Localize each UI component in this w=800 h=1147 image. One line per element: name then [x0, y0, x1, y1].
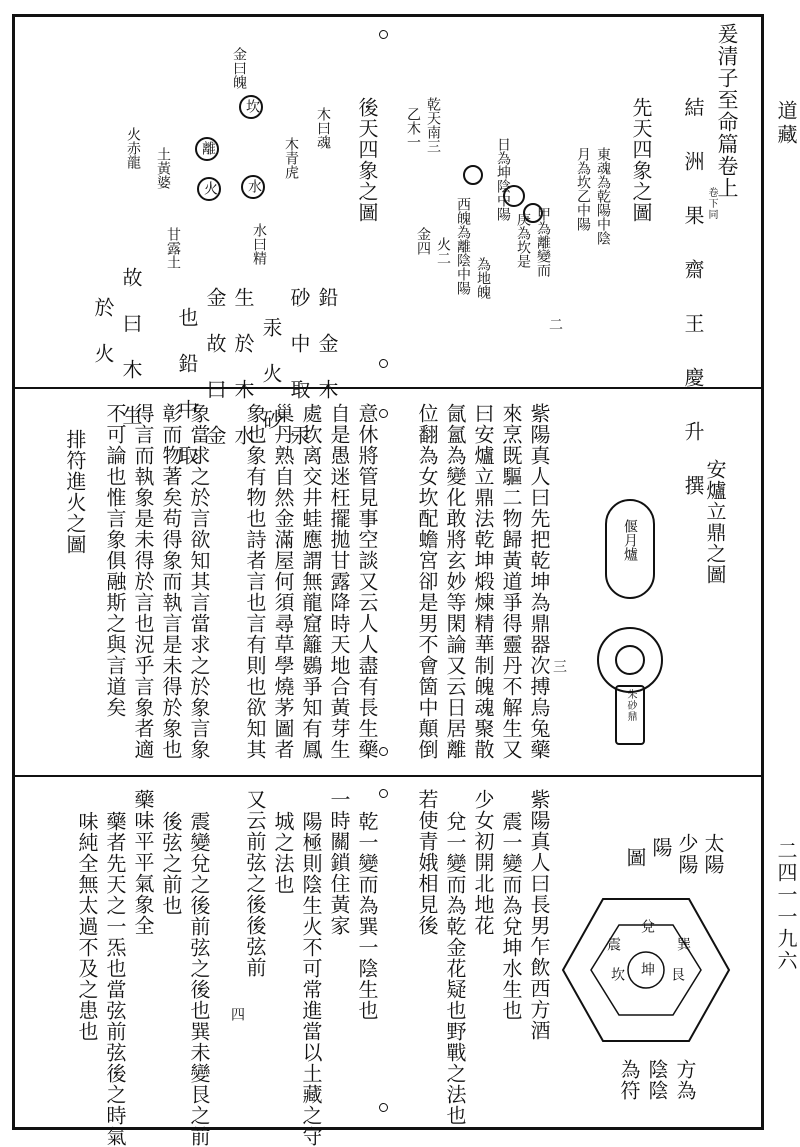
text-column: 少女初開北地花	[471, 789, 495, 936]
text-column: 處坎离交井蛙應謂無龍窟籬鷃爭知有鳳	[299, 403, 323, 760]
hexagon-trigram: 坎	[609, 967, 625, 981]
panel-middle	[15, 389, 761, 777]
text-column: 震變兌之後前弦之後也巽未變艮之前	[187, 811, 211, 1147]
text-column: 城之法也	[271, 811, 295, 895]
text-column: 兌一變而為乾金花疑也野戰之法也	[443, 811, 467, 1126]
scroll-title: 爰清子至命篇卷上	[715, 23, 739, 199]
houtian-diagram-text: 火赤龍	[125, 127, 141, 169]
text-column: 象也象有物也詩者言也言有則也欲知其	[243, 403, 267, 760]
diagram-text: 火二	[435, 237, 451, 265]
text-column: 藥者先天之一炁也當弦前弦後之時氣	[103, 811, 127, 1147]
diagram-text: 西魄為離陰中陽	[455, 197, 471, 295]
ring-label: 水	[246, 179, 262, 193]
text-column: 彰而物著矣苟得象而執言是未得於象也	[159, 403, 183, 760]
binding-hole	[379, 409, 388, 418]
text-column: 巢丹熟自然金滿屋何須尋草學燒茅圖者	[271, 403, 295, 760]
text-column: 陽極則陰生火不可常進當以土藏之守	[299, 811, 323, 1147]
page-frame	[12, 14, 764, 1147]
houtian-line: 鉛 金 木	[315, 287, 339, 400]
houtian-line: 汞 火 砂	[259, 317, 283, 430]
page-number: 二四一一九六	[774, 840, 798, 972]
trigram-circle	[503, 185, 525, 207]
hexagon-trigram: 兌	[639, 919, 655, 933]
binding-hole	[379, 747, 388, 756]
binding-hole	[379, 789, 388, 798]
text-column: 不可論也惟言象俱融斯之與言道矣	[103, 403, 127, 718]
text-column: 位翻為女坎配蟾宮卻是男不會箇中顛倒	[415, 403, 439, 760]
cauldron-label: 朱砂鼎	[625, 689, 636, 722]
heading-houtian: 後天四象之圖	[355, 97, 379, 223]
diagram-label: 圖	[623, 847, 647, 868]
diagram-text: 東魂為乾陽中陰	[595, 147, 611, 245]
scroll-mark: 卷下同	[706, 187, 717, 220]
text-column: 紫陽真人曰長男乍飲西方酒	[527, 789, 551, 1041]
binding-hole	[379, 359, 388, 368]
hexagon-trigram: 巽	[675, 937, 691, 951]
houtian-diagram-text: 水曰精	[251, 223, 267, 265]
text-column: 又云前弦之後後弦前	[243, 789, 267, 978]
text-column: 氤氳為變化敢將玄妙等閑論又云日居離	[443, 403, 467, 760]
binding-hole	[379, 1103, 388, 1112]
diagram-label: 方為	[673, 1059, 697, 1101]
section-number: 三	[551, 659, 567, 673]
text-column: 自是愚迷枉擺拋甘露降時天地合黃芽生	[327, 403, 351, 760]
diagram-text: 為地魄	[475, 257, 491, 299]
text-column: 曰安爐立鼎法乾坤煅煉精華制魄魂聚散	[471, 403, 495, 760]
diagram-text: 庚為坎是	[515, 212, 531, 268]
diagram-text: 金四	[415, 227, 431, 255]
houtian-line: 金 故 曰 金	[203, 287, 227, 446]
furnace-label: 偃月爐	[622, 519, 638, 561]
houtian-diagram-text: 木曰魂	[315, 107, 331, 149]
text-column: 後弦之前也	[159, 811, 183, 916]
heading-xiantian: 先天四象之圖	[629, 97, 653, 223]
text-column: 意休將管見事空談又云人人盡有長生藥	[355, 403, 379, 760]
houtian-line: 也 鉛 中 取	[175, 307, 199, 466]
panel-bottom	[15, 777, 761, 1147]
houtian-line: 生 於 木 水	[231, 287, 255, 446]
ring-label: 坎	[244, 99, 260, 113]
diagram-label: 太陽	[701, 833, 725, 875]
houtian-diagram-text: 土黃婆	[155, 147, 171, 189]
text-column: 若使青娥相見後	[415, 789, 439, 936]
houtian-diagram-text: 金曰魄	[231, 47, 247, 89]
diagram-label: 少陽	[675, 833, 699, 875]
section-number: 二	[547, 317, 563, 331]
text-column: 來烹既驅二物歸黃道爭得靈丹不解生又	[499, 403, 523, 760]
text-column: 藥味平平氣象全	[131, 789, 155, 936]
hexagon-trigram: 震	[605, 937, 621, 951]
heading-anlu: 安爐立鼎之圖	[703, 459, 727, 585]
section-number: 四	[229, 1007, 245, 1021]
diagram-label: 陰陰	[645, 1059, 669, 1101]
text-column: 乾一變而為巽一陰生也	[355, 811, 379, 1021]
diagram-text: 月為坎乙中陽	[575, 147, 591, 231]
hexagon-trigram: 坤	[639, 962, 655, 976]
houtian-diagram-text: 甘露土	[165, 227, 181, 269]
authors-line: 結 洲 果 齋 王 慶 升 撰	[681, 97, 705, 500]
text-column: 得言而執象是未得於言也況乎言象者適	[131, 403, 155, 760]
diagram-text: 甲為離變而	[535, 207, 551, 277]
binding-hole	[379, 30, 388, 39]
trigram-circle	[463, 165, 483, 185]
houtian-diagram-text: 木青虎	[283, 137, 299, 179]
text-column: 象當求之於言欲知其言當求之於象言象	[187, 403, 211, 760]
diagram-text: 日為坤陰中陽	[495, 137, 511, 221]
heading-paifu: 排符進火之圖	[63, 429, 87, 555]
diagram-text: 乙木一	[405, 107, 421, 149]
text-column: 震一變而為兌坤水生也	[499, 811, 523, 1021]
cauldron-inner	[615, 645, 645, 675]
diagram-text: 乾天南三	[425, 97, 441, 153]
text-column: 味純全無太過不及之患也	[75, 811, 99, 1042]
houtian-line: 故 曰 木 生	[119, 267, 143, 426]
houtian-line: 砂 中 取 汞	[287, 287, 311, 446]
diagram-label: 為符	[617, 1059, 641, 1101]
ring-label: 離	[200, 141, 216, 155]
text-column: 一時關鎖住黃家	[327, 789, 351, 936]
margin-top-label: 道藏	[774, 100, 798, 148]
houtian-line: 於 火	[91, 297, 115, 364]
text-column: 紫陽真人曰先把乾坤為鼎器次搏烏兔藥	[527, 403, 551, 760]
trigram-circle	[523, 203, 543, 223]
ring-label: 火	[202, 181, 218, 195]
hexagon-trigram: 艮	[669, 967, 685, 981]
diagram-label: 陽	[649, 837, 673, 858]
